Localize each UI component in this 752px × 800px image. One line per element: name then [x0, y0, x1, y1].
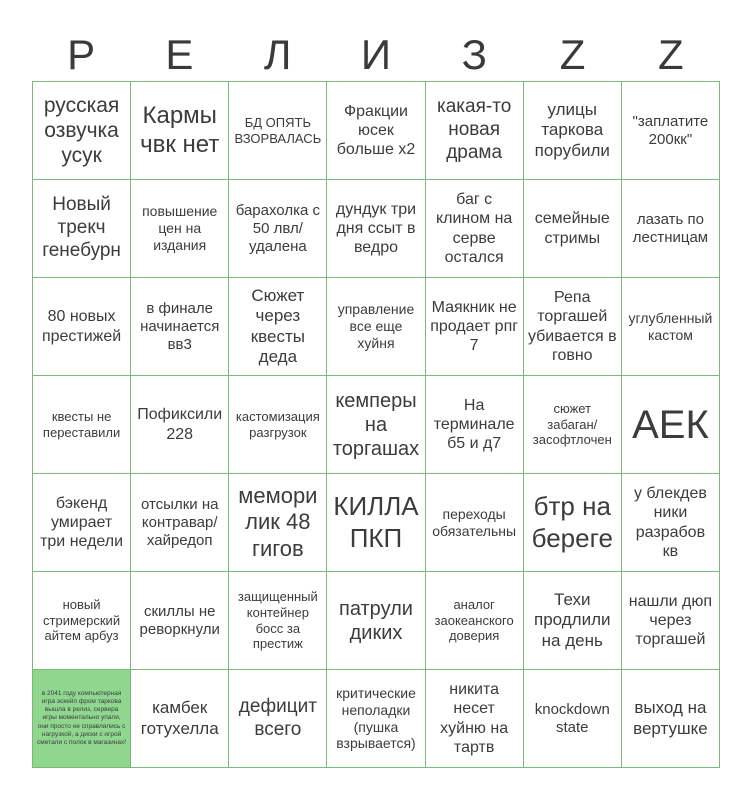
- bingo-cell[interactable]: квесты не переставили: [33, 376, 131, 474]
- bingo-cell[interactable]: "заплатите 200кк": [622, 82, 720, 180]
- bingo-cell[interactable]: кемперы на торгашах: [327, 376, 425, 474]
- bingo-cell[interactable]: никита несет хуйню на тартв: [426, 670, 524, 768]
- header-letter: Z: [559, 31, 586, 78]
- bingo-cell[interactable]: барахолка с 50 лвл/ удалена: [229, 180, 327, 278]
- bingo-cell[interactable]: АЕК: [622, 376, 720, 474]
- bingo-cell[interactable]: Техи продлили на день: [524, 572, 622, 670]
- bingo-cell[interactable]: русская озвучка усук: [33, 82, 131, 180]
- bingo-cell[interactable]: дефицит всего: [229, 670, 327, 768]
- bingo-header: [32, 28, 720, 82]
- bingo-cell[interactable]: кастомизация разгрузок: [229, 376, 327, 474]
- bingo-cell[interactable]: баг с клином на серве остался: [426, 180, 524, 278]
- bingo-cell[interactable]: knockdown state: [524, 670, 622, 768]
- bingo-cell[interactable]: Кармы чвк нет: [131, 82, 229, 180]
- header-letter: Л: [263, 31, 292, 78]
- bingo-cell[interactable]: аналог заокеанского доверия: [426, 572, 524, 670]
- bingo-cell[interactable]: БД ОПЯТЬ ВЗОРВАЛАСЬ: [229, 82, 327, 180]
- bingo-cell[interactable]: Сюжет через квесты деда: [229, 278, 327, 376]
- bingo-cell[interactable]: Фракции юсек больше х2: [327, 82, 425, 180]
- header-letter: З: [461, 31, 487, 78]
- bingo-cell[interactable]: выход на вертушке: [622, 670, 720, 768]
- bingo-cell[interactable]: улицы таркова порубили: [524, 82, 622, 180]
- bingo-cell[interactable]: мемори лик 48 гигов: [229, 474, 327, 572]
- bingo-cell[interactable]: лазать по лестницам: [622, 180, 720, 278]
- bingo-cell[interactable]: какая-то новая драма: [426, 82, 524, 180]
- bingo-cell[interactable]: 80 новых престижей: [33, 278, 131, 376]
- header-letter: И: [360, 31, 392, 78]
- bingo-cell[interactable]: Пофиксили 228: [131, 376, 229, 474]
- bingo-cell[interactable]: дундук три дня ссыт в ведро: [327, 180, 425, 278]
- bingo-cell[interactable]: камбек готухелла: [131, 670, 229, 768]
- bingo-free-cell[interactable]: в 2041 году компьютерная игра эскейп фром таркова вышла в релиз, сервера игры моментально упали, они просто не справлялись с нагрузкой, а диски с игрой сметали с полок в магазинах!: [33, 670, 131, 768]
- bingo-cell[interactable]: Новый трекч генебурн: [33, 180, 131, 278]
- bingo-cell[interactable]: патрули диких: [327, 572, 425, 670]
- bingo-cell[interactable]: защищенный контейнер босс за престиж: [229, 572, 327, 670]
- bingo-cell[interactable]: повышение цен на издания: [131, 180, 229, 278]
- header-letter: Е: [165, 31, 194, 78]
- bingo-cell[interactable]: На терминале б5 и д7: [426, 376, 524, 474]
- bingo-cell[interactable]: отсылки на контравар/ хайредоп: [131, 474, 229, 572]
- bingo-cell[interactable]: Репа торгашей убивается в говно: [524, 278, 622, 376]
- bingo-grid: [32, 81, 720, 768]
- bingo-cell[interactable]: бтр на береге: [524, 474, 622, 572]
- header-letter: Z: [658, 31, 684, 78]
- bingo-cell[interactable]: семейные стримы: [524, 180, 622, 278]
- bingo-cell[interactable]: у блекдев ники разрабов кв: [622, 474, 720, 572]
- bingo-cell[interactable]: КИЛЛА ПКП: [327, 474, 425, 572]
- header-letter: Р: [67, 31, 96, 78]
- bingo-cell[interactable]: бэкенд умирает три недели: [33, 474, 131, 572]
- bingo-cell[interactable]: новый стримерский айтем арбуз: [33, 572, 131, 670]
- bingo-cell[interactable]: критические неполадки (пушка взрывается): [327, 670, 425, 768]
- bingo-cell[interactable]: управление все еще хуйня: [327, 278, 425, 376]
- bingo-cell[interactable]: скиллы не реворкнули: [131, 572, 229, 670]
- bingo-cell[interactable]: переходы обязательны: [426, 474, 524, 572]
- bingo-cell[interactable]: в финале начинается вв3: [131, 278, 229, 376]
- bingo-cell[interactable]: углубленный кастом: [622, 278, 720, 376]
- bingo-cell[interactable]: нашли дюп через торгашей: [622, 572, 720, 670]
- bingo-cell[interactable]: сюжет забаган/ засофтлочен: [524, 376, 622, 474]
- bingo-cell[interactable]: Маякник не продает рпг 7: [426, 278, 524, 376]
